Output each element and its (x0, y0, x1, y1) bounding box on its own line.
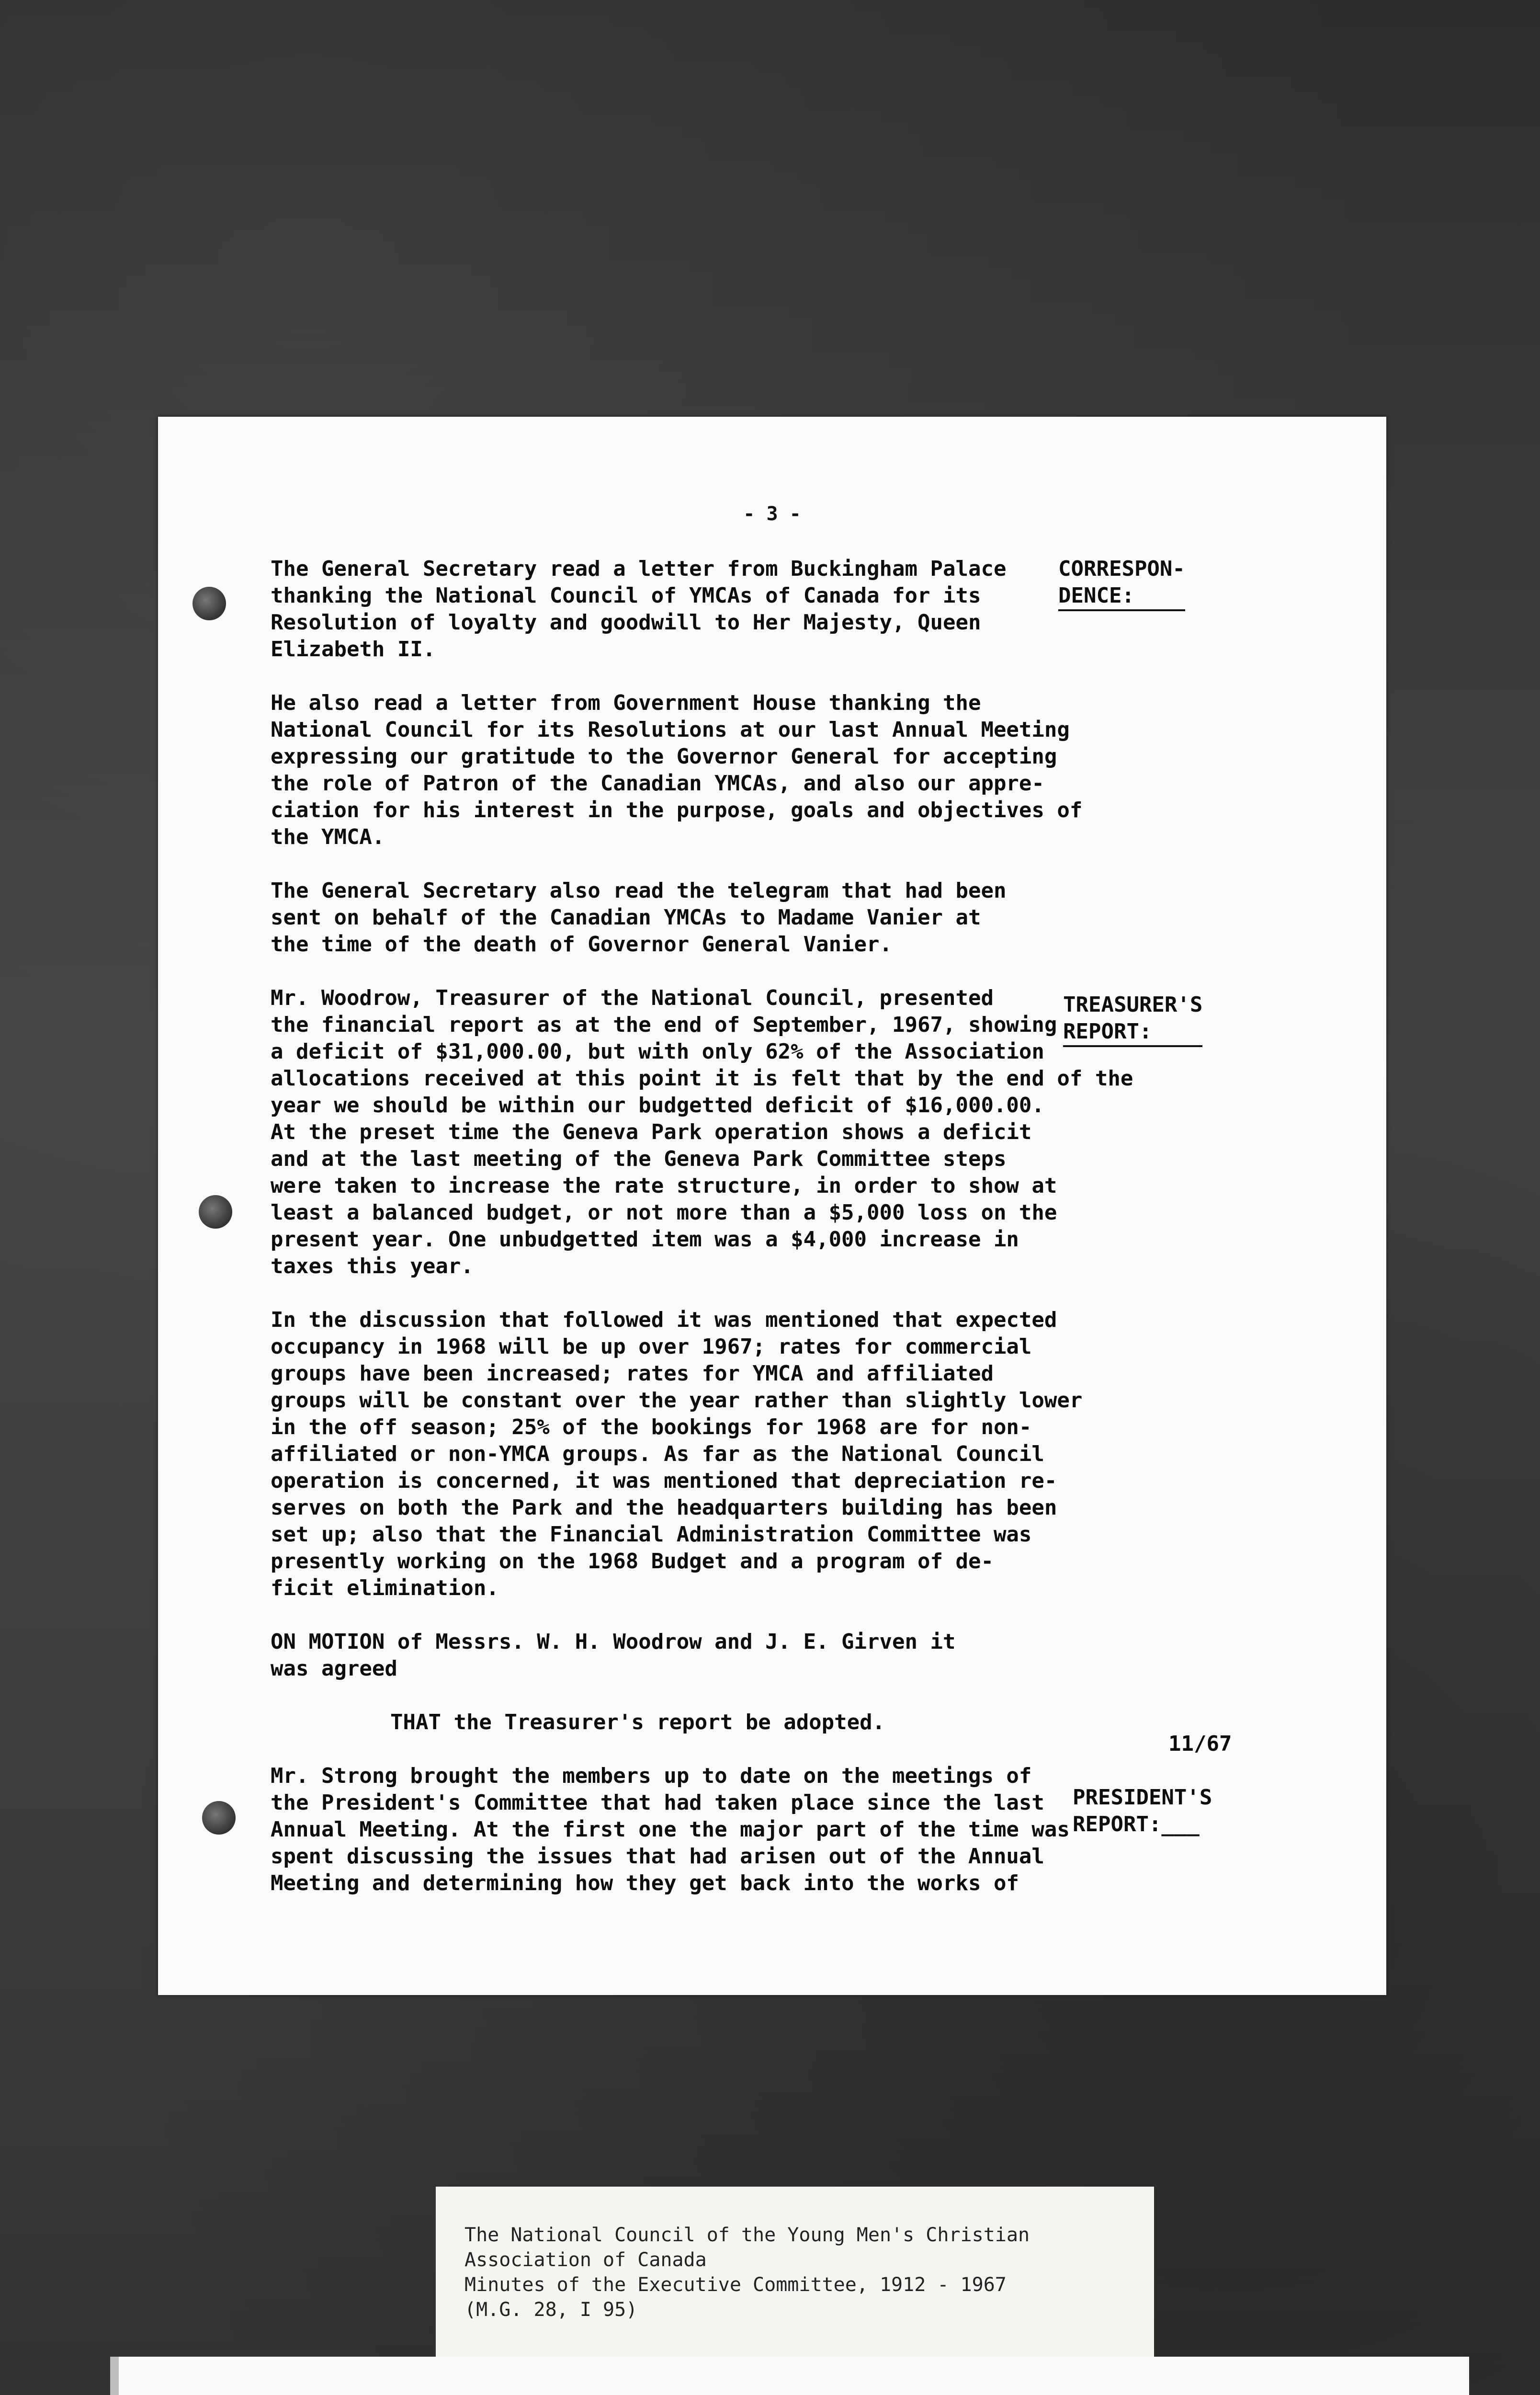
binder-hole (202, 1801, 236, 1835)
paragraph-government-house-letter: He also read a letter from Government House thanking the National Council for its Resolutions at our last Annual Meeting expressing our gratitude to the Governor General for accepting the role of Patron of the Canadian YMCAs, and also our appre- ciation for his interest in the purpose, goals and objectives of the YMCA. (271, 691, 1083, 849)
archive-reference-text: The National Council of the Young Men's Christian Association of Canada Minutes of the Executive Committee, 1912 - 1967 (M.G. 28, I 95) (464, 2224, 1030, 2321)
paragraph-motion: ON MOTION of Messrs. W. H. Woodrow and J. E. Girven it was agreed (271, 1630, 956, 1681)
paragraph-buckingham-letter: The General Secretary read a letter from Buckingham Palace thanking the National Council of YMCAs of Canada for its Resolution of loyalty and goodwill to Her Majesty, Queen Elizabeth II. (271, 557, 1007, 661)
paragraph-president-report: Mr. Strong brought the members up to date on the meetings of the President's Committee that had taken place since the last Annual Meeting. At the first one the major part of the time was spent discussing the issues that had arisen out of the Annual Meeting and determining how they get back into the works of (271, 1764, 1070, 1895)
paragraph-vanier-telegram: The General Secretary also read the telegram that had been sent on behalf of the Canadian YMCAs to Madame Vanier at the time of the death of Governor General Vanier. (271, 878, 1007, 957)
binder-hole (199, 1195, 232, 1229)
side-heading-correspondence: CORRESPON- DENCE: (1058, 556, 1185, 611)
motion-number: 11/67 (1168, 1732, 1232, 1756)
minutes-body (271, 556, 1200, 1924)
side-heading-president-report: PRESIDENT'S REPORT:___ (1073, 1785, 1212, 1836)
binder-hole (192, 587, 226, 620)
archives-banner (110, 2357, 1469, 2395)
paragraph-discussion: In the discussion that followed it was mentioned that expected occupancy in 1968 will be up over 1967; rates for commercial groups have been increased; rates for YMCA and affiliated groups will be constant over the year rather than slightly lower in the off season; 25% of the bookings for 1968 are for non- affiliated or non-YMCA groups. As far as the National Council operation is concerned, it was mentioned that depreciation re- serves on both the Park and the headquarters building has been set up; also that the Financial Administration Committee was presently working on the 1968 Budget and a program of de- ficit elimination. (271, 1308, 1083, 1600)
page-number: - 3 - (743, 503, 801, 525)
document-page (158, 417, 1386, 1995)
side-heading-treasurer-report: TREASURER'S REPORT: (1063, 992, 1202, 1047)
paragraph-treasurer-report: Mr. Woodrow, Treasurer of the National Council, presented the financial report as at the end of September, 1967, showing a deficit of $31,000.00, but with only 62% of the Association allocations received at this point it is felt that by the end of the year we should be within our budgetted deficit of $16,000.00. At the preset time the Geneva Park operation shows a deficit and at the last meeting of the Geneva Park Committee steps were taken to increase the rate structure, in order to show at least a balanced budget, or not more than a $5,000 loss on the present year. One unbudgetted item was a $4,000 increase in taxes this year. (271, 986, 1133, 1278)
paragraph-resolution: THAT the Treasurer's report be adopted. (390, 1710, 885, 1734)
